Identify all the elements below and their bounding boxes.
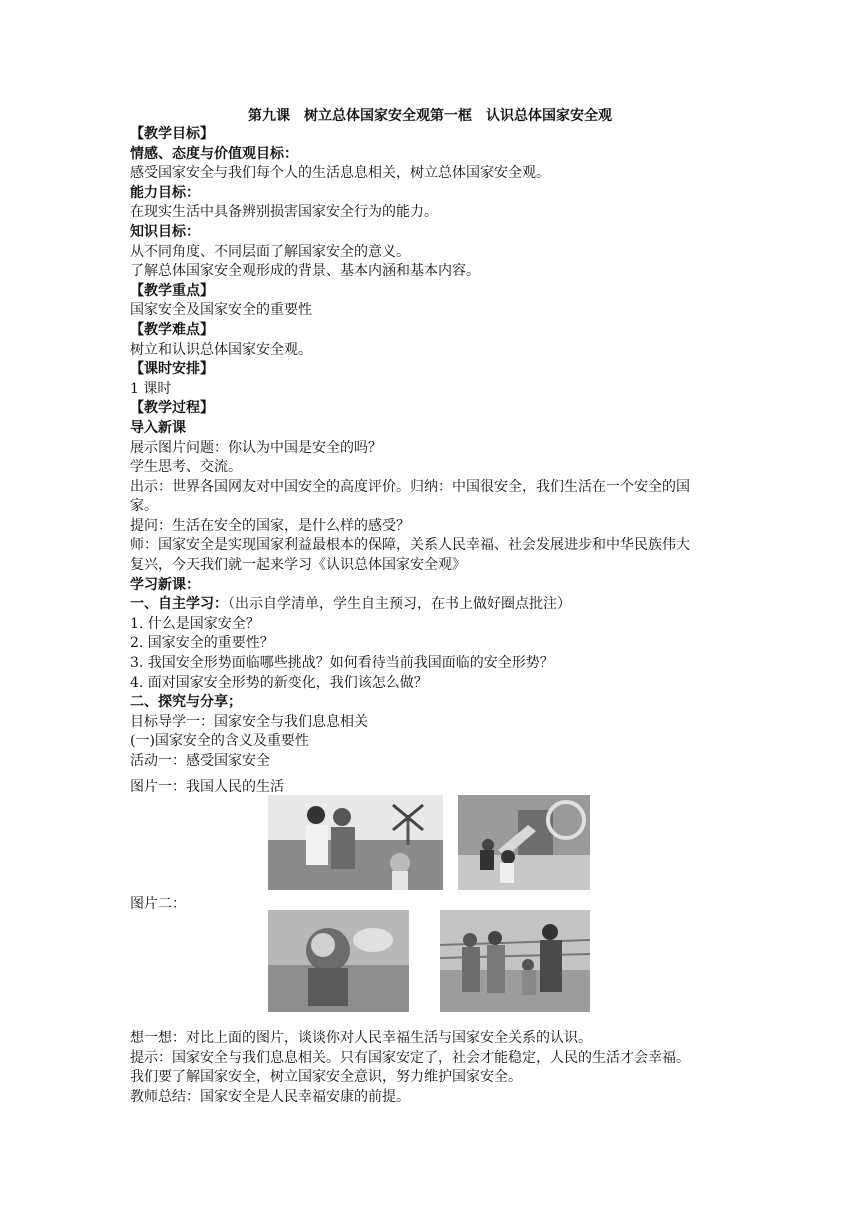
intro-line-5b: 复兴，今天我们就一起来学习《认识总体国家安全观》 [130,557,466,574]
ability-text: 在现实生活中具备辨别损害国家安全行为的能力。 [130,204,438,221]
new-lesson-header: 学习新课： [130,576,200,593]
schedule-header: 【课时安排】 [130,361,214,378]
war-child-photo [268,910,409,1012]
playground-photo [458,795,590,890]
explore-header: 二、探究与分享； [130,694,242,711]
intro-line-3b: 家。 [130,498,158,515]
intro-line-1: 展示图片问题：你认为中国是安全的吗？ [130,439,382,456]
knowledge-text-2: 了解总体国家安全观形成的背景、基本内涵和基本内容。 [130,263,480,280]
key-header: 【教学重点】 [130,282,214,299]
target-1: 目标导学一：国家安全与我们息息相关 [130,713,368,730]
ability-header: 能力目标： [130,184,200,201]
document-body [130,125,735,772]
question-1: 1. 什么是国家安全？ [130,615,260,632]
question-3: 3. 我国安全形势面临哪些挑战？如何看待当前我国面临的安全形势？ [130,655,554,672]
key-text: 国家安全及国家安全的重要性 [130,302,312,319]
intro-line-2: 学生思考、交流。 [130,459,242,476]
subsection-1: (一)国家安全的含义及重要性 [130,733,309,750]
question-2: 2. 国家安全的重要性？ [130,635,274,652]
emotion-text: 感受国家安全与我们每个人的生活息息相关，树立总体国家安全观。 [130,165,550,182]
process-header: 【教学过程】 [130,400,214,417]
hint-line-a: 提示：国家安全与我们息息相关。只有国家安定了，社会才能稳定，人民的生活才会幸福。 [130,1049,690,1066]
refugees-photo [440,910,590,1012]
activity-1: 活动一：感受国家安全 [130,753,270,769]
intro-line-3a: 出示：世界各国网友对中国安全的高度评价。归纳：中国很安全，我们生活在一个安全的国 [130,478,690,495]
picture-2-label: 图片二： [130,896,186,912]
summary-line: 教师总结：国家安全是人民幸福安康的前提。 [130,1088,410,1105]
self-study-line [130,595,735,615]
self-study-note: （出示自学清单，学生自主预习，在书上做好圈点批注） [228,596,571,613]
emotion-header: 情感、态度与价值观目标： [130,145,298,162]
document-tail [130,1029,740,1107]
intro-header: 导入新课 [130,419,186,436]
knowledge-header: 知识目标： [130,223,200,240]
difficulty-text: 树立和认识总体国家安全观。 [130,341,312,358]
question-4: 4. 面对国家安全形势的新变化，我们该怎么做？ [130,674,428,691]
lesson-title: 第九课 树立总体国家安全观第一框 认识总体国家安全观 [248,108,612,124]
knowledge-text-1: 从不同角度、不同层面了解国家安全的意义。 [130,243,410,260]
picture-1-label: 图片一：我国人民的生活 [130,779,284,795]
self-study-header: 一、自主学习： [130,596,228,613]
hint-line-b: 我们要了解国家安全，树立国家安全意识，努力维护国家安全。 [130,1069,522,1086]
intro-line-4: 提问：生活在安全的国家，是什么样的感受？ [130,517,410,534]
goal-header: 【教学目标】 [130,126,214,142]
schedule-text: 1 课时 [130,380,172,397]
intro-line-5a: 师：国家安全是实现国家利益最根本的保障，关系人民幸福、社会发展进步和中华民族伟大 [130,537,690,554]
difficulty-header: 【教学难点】 [130,321,214,338]
family-photo [268,795,443,890]
think-line: 想一想：对比上面的图片，谈谈你对人民幸福生活与国家安全关系的认识。 [130,1030,592,1046]
